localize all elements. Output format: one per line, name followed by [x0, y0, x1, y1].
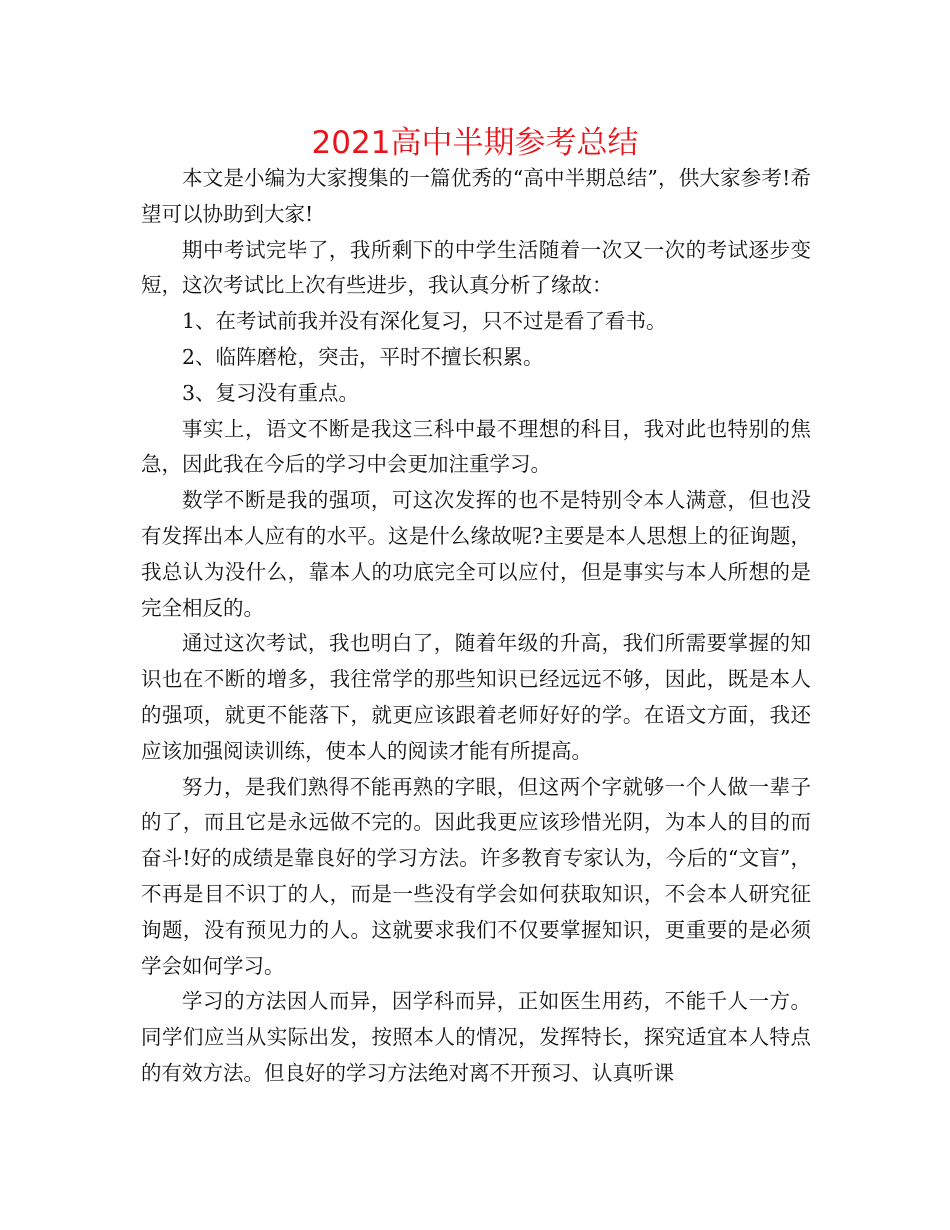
list-item: 1、在考试前我并没有深化复习，只不过是看了看书。: [182, 309, 667, 334]
paragraph: 事实上，语文不断是我这三科中最不理想的科目，我对此也特别的焦急，因此我在今后的学习中会更加注重学习。: [141, 416, 811, 477]
paragraph: 本文是小编为大家搜集的一篇优秀的“高中半期总结”，供大家参考!希望可以协助到大家!: [141, 166, 811, 226]
paragraph: 努力，是我们熟得不能再熟的字眼，但这两个字就够一个人做一辈子的了，而且它是永远做不完的。因此我更应该珍惜光阴，为本人的目的而奋斗!好的成绩是靠良好的学习方法。许多教育专家认为，今后的“文盲”，不再是目不识丁的人，而是一些没有学会如何获取知识，不会本人研究征询题，没有预见力的人。这就要求我们不仅要掌握知识，更重要的是必须学会如何学习。: [141, 774, 811, 978]
paragraph: 通过这次考试，我也明白了，随着年级的升高，我们所需要掌握的知识也在不断的增多，我往常学的那些知识已经远远不够，因此，既是本人的强项，就更不能落下，就更应该跟着老师好好的学。在语文方面，我还应该加强阅读训练，使本人的阅读才能有所提高。: [141, 631, 811, 763]
document-title: 2021高中半期参考总结: [311, 125, 639, 161]
document-body: [141, 161, 811, 1092]
list-item: 3、复习没有重点。: [182, 380, 360, 405]
paragraph: 学习的方法因人而异，因学科而异，正如医生用药，不能千人一方。同学们应当从实际出发，按照本人的情况，发挥特长，探究适宜本人特点的有效方法。但良好的学习方法绝对离不开预习、认真听课: [141, 989, 811, 1085]
paragraph: 数学不断是我的强项，可这次发挥的也不是特别令本人满意，但也没有发挥出本人应有的水平。这是什么缘故呢?主要是本人思想上的征询题，我总认为没什么，靠本人的功底完全可以应付，但是事实与本人所想的是完全相反的。: [141, 488, 811, 620]
paragraph: 期中考试完毕了，我所剩下的中学生活随着一次又一次的考试逐步变短，这次考试比上次有些进步，我认真分析了缘故：: [141, 237, 811, 298]
list-item: 2、临阵磨枪，突击，平时不擅长积累。: [182, 344, 544, 369]
